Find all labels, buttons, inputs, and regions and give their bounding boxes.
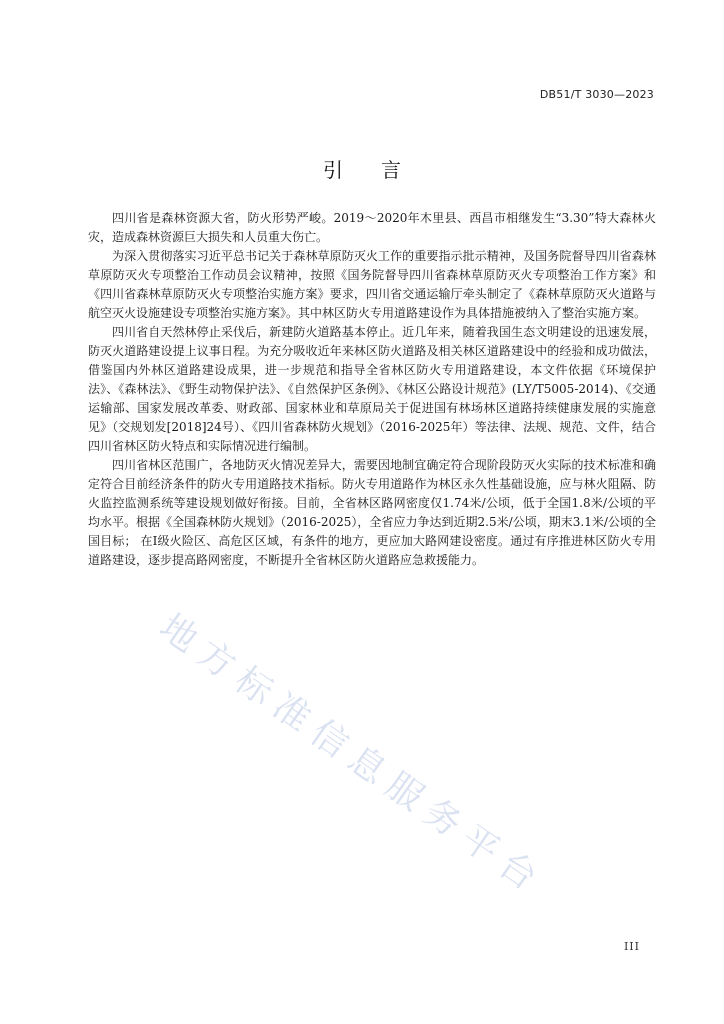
- page-number: III: [623, 940, 640, 953]
- document-code: DB51/T 3030—2023: [539, 88, 654, 101]
- section-title: 引言: [323, 158, 439, 182]
- paragraph: 四川省林区范围广，各地防灭火情况差异大，需要因地制宜确定符合现阶段防灭火实际的技术标准和确定符合目前经济条件的防火专用道路技术指标。防火专用道路作为林区永久性基础设施，应与林火阻隔、防火监控监测系统等建设规划做好衔接。目前，全省林区路网密度仅1.74米/公顷，低于全国1.8米/公顷的平均水平。根据《全国森林防火规划》（2016-2025），全省应力争达到近期2.5米/公顷，期末3.1米/公顷的全国目标； 在Ⅰ级火险区、高危区区域，有条件的地方，更应加大路网建设密度。通过有序推进林区防火专用道路建设，逐步提高路网密度，不断提升全省林区防火道路应急救援能力。: [88, 458, 656, 567]
- paragraph: 为深入贯彻落实习近平总书记关于森林草原防灭火工作的重要指示批示精神，及国务院督导四川省森林草原防灭火专项整治工作动员会议精神，按照《国务院督导四川省森林草原防灭火专项整治工作方案》和《四川省森林草原防灭火专项整治实施方案》要求，四川省交通运输厅牵头制定了《森林草原防灭火道路与航空灭火设施建设专项整治实施方案》。其中林区防火专用道路建设作为具体措施被纳入了整治实施方案。: [88, 249, 656, 320]
- paragraph: 四川省是森林资源大省，防火形势严峻。2019～2020年木里县、西昌市相继发生“3.30”特大森林火灾，造成森林资源巨大损失和人员重大伤亡。: [88, 211, 656, 244]
- body-text: [88, 209, 656, 570]
- watermark: 地方标准信息服务平台: [151, 606, 553, 904]
- paragraph: 四川省自天然林停止采伐后，新建防火道路基本停止。近几年来，随着我国生态文明建设的迅速发展，防灭火道路建设提上议事日程。为充分吸收近年来林区防火道路及相关林区道路建设中的经验和成功做法，借鉴国内外林区道路建设成果，进一步规范和指导全省林区防火专用道路建设，本文件依据《环境保护法》、《森林法》、《野生动物保护法》、《自然保护区条例》、《林区公路设计规范》(LY/T5005-2014)、《交通运输部、国家发展改革委、财政部、国家林业和草原局关于促进国有林场林区道路持续健康发展的实施意见》（交规划发[2018]24号）、《四川省森林防火规划》（2016-2025年）等法律、法规、规范、文件，结合四川省林区防火特点和实际情况进行编制。: [88, 325, 656, 453]
